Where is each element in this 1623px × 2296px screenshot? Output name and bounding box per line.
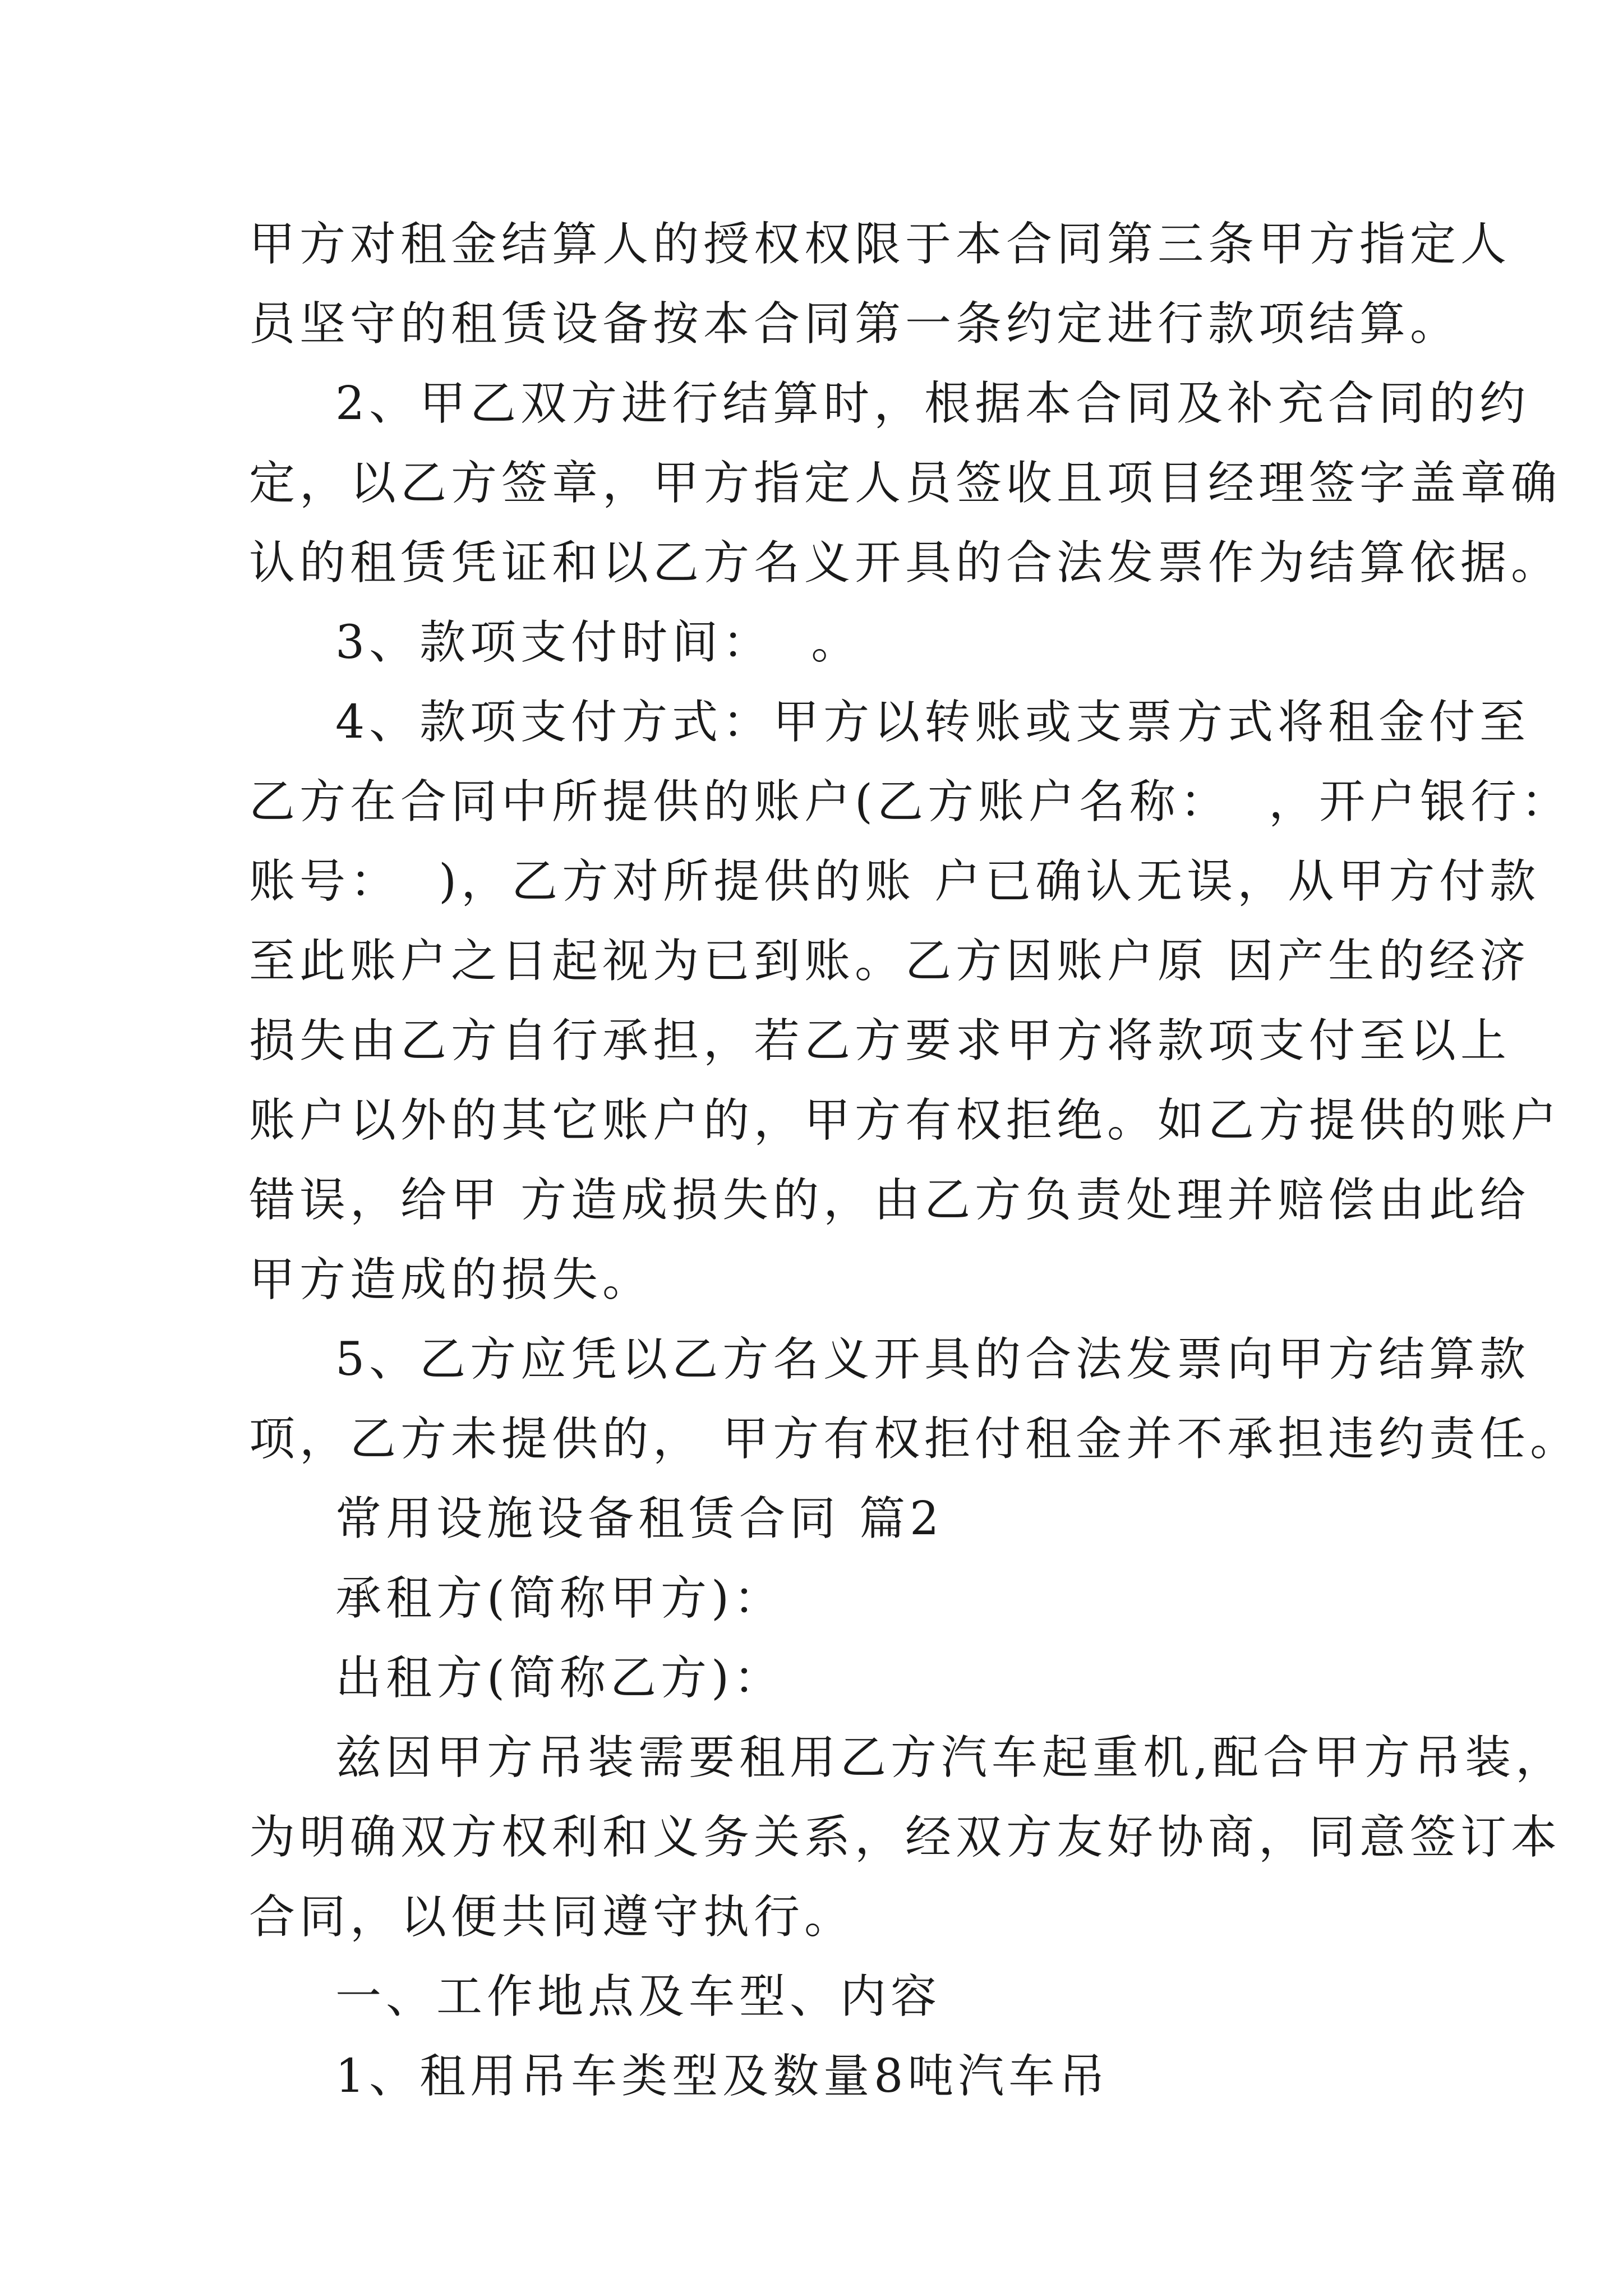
text-line: 乙方在合同中所提供的账户(乙方账户名称： ，开户银行： (249, 775, 1572, 829)
text-line: 甲方对租金结算人的授权权限于本合同第三条甲方指定人 (249, 218, 1511, 271)
text-line: 错误，给甲 方造成损失的，由乙方负责处理并赔偿由此给 (249, 1174, 1530, 1227)
lessor-line: 出租方(简称乙方)： (335, 1651, 784, 1705)
text-line: 至此账户之日起视为已到账。乙方因账户原 因产生的经济 (249, 935, 1530, 988)
text-line: 1、租用吊车类型及数量8吨汽车吊 (335, 2050, 1110, 2103)
text-line: 合同，以便共同遵守执行。 (249, 1890, 855, 1944)
text-line: 兹因甲方吊装需要租用乙方汽车起重机,配合甲方吊装， (335, 1731, 1566, 1784)
text-line: 项，乙方未提供的， 甲方有权拒付租金并不承担违约责任。 (249, 1412, 1581, 1466)
text-line: 为明确双方权利和义务关系，经双方友好协商，同意签订本 (249, 1811, 1562, 1864)
text-line: 甲方造成的损失。 (249, 1253, 653, 1306)
text-line: 账户以外的其它账户的，甲方有权拒绝。如乙方提供的账户 (249, 1094, 1562, 1147)
text-line: 认的租赁凭证和以乙方名义开具的合法发票作为结算依据。 (249, 536, 1562, 590)
text-line: 损失由乙方自行承担，若乙方要求甲方将款项支付至以上 (249, 1014, 1511, 1068)
text-line: 定，以乙方签章，甲方指定人员签收且项目经理签字盖章确 (249, 457, 1562, 510)
text-line: 2、甲乙双方进行结算时，根据本合同及补充合同的约 (335, 377, 1530, 430)
clause-heading: 一、工作地点及车型、内容 (335, 1970, 942, 2023)
section-heading: 常用设施设备租赁合同 篇2 (335, 1492, 944, 1545)
text-line: 员坚守的租赁设备按本合同第一条约定进行款项结算。 (249, 297, 1461, 351)
text-line: 账号： )，乙方对所提供的账 户已确认无误，从甲方付款 (249, 855, 1541, 908)
text-line: 4、款项支付方式：甲方以转账或支票方式将租金付至 (335, 696, 1530, 749)
text-line: 3、款项支付时间： 。 (335, 616, 862, 669)
lessee-line: 承租方(简称甲方)： (335, 1572, 784, 1625)
text-line: 5、乙方应凭以乙方名义开具的合法发票向甲方结算款 (335, 1333, 1530, 1386)
